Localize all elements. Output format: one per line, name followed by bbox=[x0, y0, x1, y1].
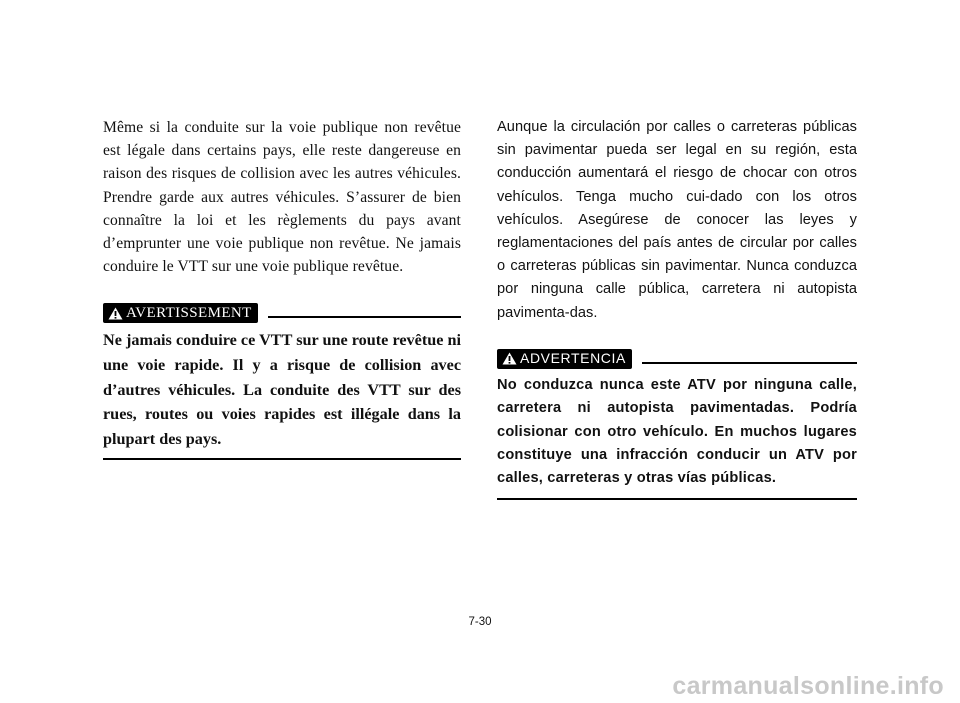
spanish-warning-text: No conduzca nunca este ATV por ninguna calle, carretera ni autopista pavimentadas. Podría colisionar con otro vehículo. En muchos lugares constituye una infracción conducir un ATV por calles, carreteras y otras vías públicas. bbox=[497, 374, 857, 500]
spanish-warning-badge bbox=[497, 349, 632, 369]
page-number: 7-30 bbox=[468, 616, 492, 628]
watermark: carmanualsonline.info bbox=[672, 672, 944, 700]
spanish-paragraph: Aunque la circulación por calles o carreteras públicas sin pavimentar pueda ser legal en su región, esta conducción aumentará el riesgo de chocar con otros vehículos. Tenga mucho cui-dado con los otros vehículos. Asegúrese de conocer las leyes y reglamentaciones del país antes de circular por calles o carreteras públicas sin pavimentar. Nunca conduzca por ninguna calle pública, carretera ni autopista pavimenta-das. bbox=[497, 119, 857, 321]
spanish-warning-label: ADVERTENCIA bbox=[520, 350, 626, 367]
french-paragraph: Même si la conduite sur la voie publique non revêtue est légale dans certains pays, elle reste dangereuse en raison des risques de collision avec les autres véhicules. Prendre garde aux autres véhicules. S’assurer de bien connaître la loi et les règlements du pays avant d’emprunter une voie publique non revêtue. Ne jamais conduire le VTT sur une voie publique revêtue. bbox=[103, 119, 461, 276]
warning-triangle-icon bbox=[502, 352, 517, 365]
spanish-warning-rule bbox=[642, 362, 857, 364]
french-warning-header bbox=[103, 302, 461, 324]
warning-triangle-icon bbox=[108, 307, 123, 320]
french-warning-badge bbox=[103, 303, 258, 323]
french-column bbox=[103, 116, 461, 460]
french-warning-rule bbox=[268, 316, 461, 318]
spanish-warning-header bbox=[497, 348, 857, 370]
spanish-column bbox=[497, 116, 857, 500]
french-warning-text: Ne jamais conduire ce VTT sur une route revêtue ni une voie rapide. Il y a risque de collision avec d’autres véhicules. La conduite des VTT sur des rues, routes ou voies rapides est illégale dans la plupart des pays. bbox=[103, 328, 461, 460]
french-warning-label: AVERTISSEMENT bbox=[126, 304, 252, 321]
